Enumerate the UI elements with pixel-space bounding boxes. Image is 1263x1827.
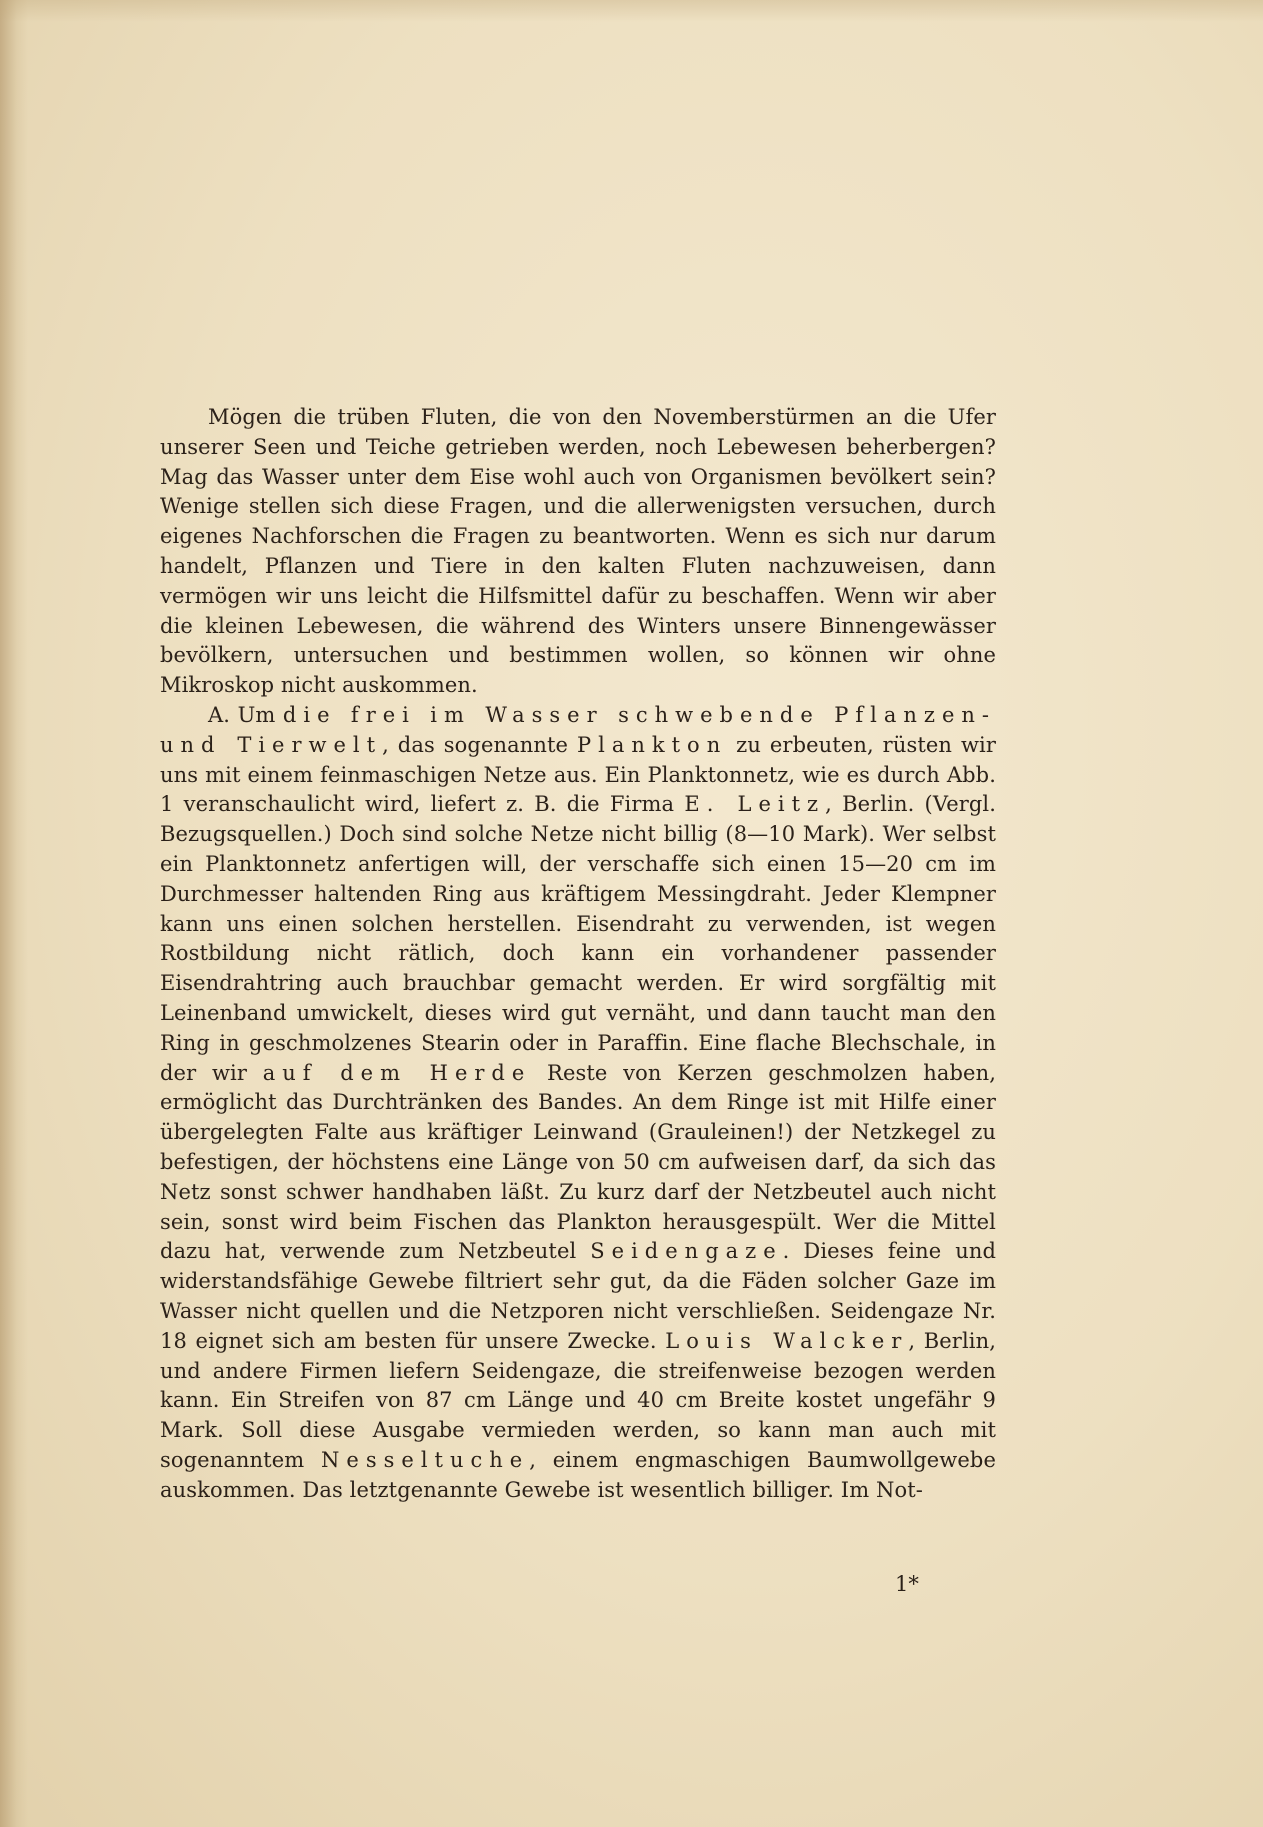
paragraph-2-text-3: , Berlin. (Vergl. Bezugsquellen.) Doch sind solche Netze nicht billig (8—10 Mark). Wer selbst ein Planktonnetz anfertigen will, der verschaffe sich einen 15—20 cm im Durchmesser haltenden Ring aus kräftigem Messingdraht. Jeder Klempner kann uns einen solchen herstellen. Eisendraht zu verwenden, ist wegen Rostbildung nicht rätlich, doch kann ein vorhandener passender Eisendrahtring auch brauchbar gemacht werden. Er wird sorgfältig mit Leinenband umwickelt, dieses wird gut vernäht, und dann taucht man den Ring in geschmolzenes Stearin oder in Paraffin. Eine flache Blechschale, in der wir: [160, 792, 996, 1085]
emphasis-walcker: Louis Walcker: [665, 1328, 909, 1353]
paragraph-2-text-5: . Dieses feine und widerstandsfähige Gewebe filtriert sehr gut, da die Fäden solcher Gaze im Wasser nicht quellen und die Netzporen nicht verschließen. Seidengaze Nr. 18 eignet sich am besten für unsere Zwecke.: [160, 1239, 996, 1353]
paragraph-2-text-2: zu erbeuten, rüsten wir uns mit einem feinmaschigen Netze aus. Ein Planktonnetz, wie es durch Abb. 1 veranschaulicht wird, liefert z. B. die Firma: [160, 732, 996, 817]
emphasis-plant-animal-world: die frei im Wasser schwebende Pflanzen- und Tierwelt: [160, 702, 997, 757]
emphasis-nesseltuche: Nesseltuche: [321, 1447, 530, 1472]
emphasis-herde: auf dem Herde: [262, 1060, 532, 1085]
paragraph-2-text-1: , das sogenannte: [382, 732, 577, 757]
emphasis-seidengaze: Seidengaze: [590, 1239, 783, 1264]
paragraph-2: [160, 701, 996, 1506]
emphasis-plankton: Plankton: [577, 732, 728, 757]
paragraph-1: Mögen die trüben Fluten, die von den Novemberstürmen an die Ufer unserer Seen und Teiche getrieben werden, noch Lebewesen beherbergen? Mag das Wasser unter dem Eise wohl auch von Organismen bevölkert sein? Wenige stellen sich diese Fragen, und die allerwenigsten versuchen, durch eigenes Nachforschen die Fragen zu beantworten. Wenn es sich nur darum handelt, Pflanzen und Tiere in den kalten Fluten nachzuweisen, dann vermögen wir uns leicht die Hilfsmittel dafür zu beschaffen. Wenn wir aber die kleinen Lebewesen, die während des Winters unsere Binnengewässer bevölkern, untersuchen und bestimmen wollen, so können wir ohne Mikroskop nicht auskommen.: [160, 405, 996, 698]
paragraph-2-intro: A. Um: [208, 702, 283, 727]
paragraph-2-text-4: Reste von Kerzen geschmolzen haben, ermöglicht das Durchtränken des Bandes. An dem Ringe ist mit Hilfe einer übergelegten Falte aus kräftiger Leinwand (Grauleinen!) der Netzkegel zu befestigen, der höchstens eine Länge von 50 cm aufweisen darf, da sich das Netz sonst schwer handhaben läßt. Zu kurz darf der Netzbeutel auch nicht sein, sonst wird beim Fischen das Plankton herausgespült. Wer die Mittel dazu hat, verwende zum Netzbeutel: [160, 1060, 996, 1264]
paragraph-2-text-6: , Berlin, und andere Firmen liefern Seidengaze, die streifenweise bezogen werden kann. Ein Streifen von 87 cm Länge und 40 cm Breite kostet ungefähr 9 Mark. Soll diese Ausgabe vermieden werden, so kann man auch mit sogenanntem: [160, 1328, 996, 1472]
emphasis-leitz: E. Leitz: [684, 792, 826, 817]
body-text: [160, 403, 996, 1505]
paragraph-2-text-7: , einem engmaschigen Baumwollgewebe auskommen. Das letztgenannte Gewebe ist wesentlich billiger. Im Not-: [160, 1447, 996, 1502]
page-number: 1*: [895, 1572, 919, 1596]
